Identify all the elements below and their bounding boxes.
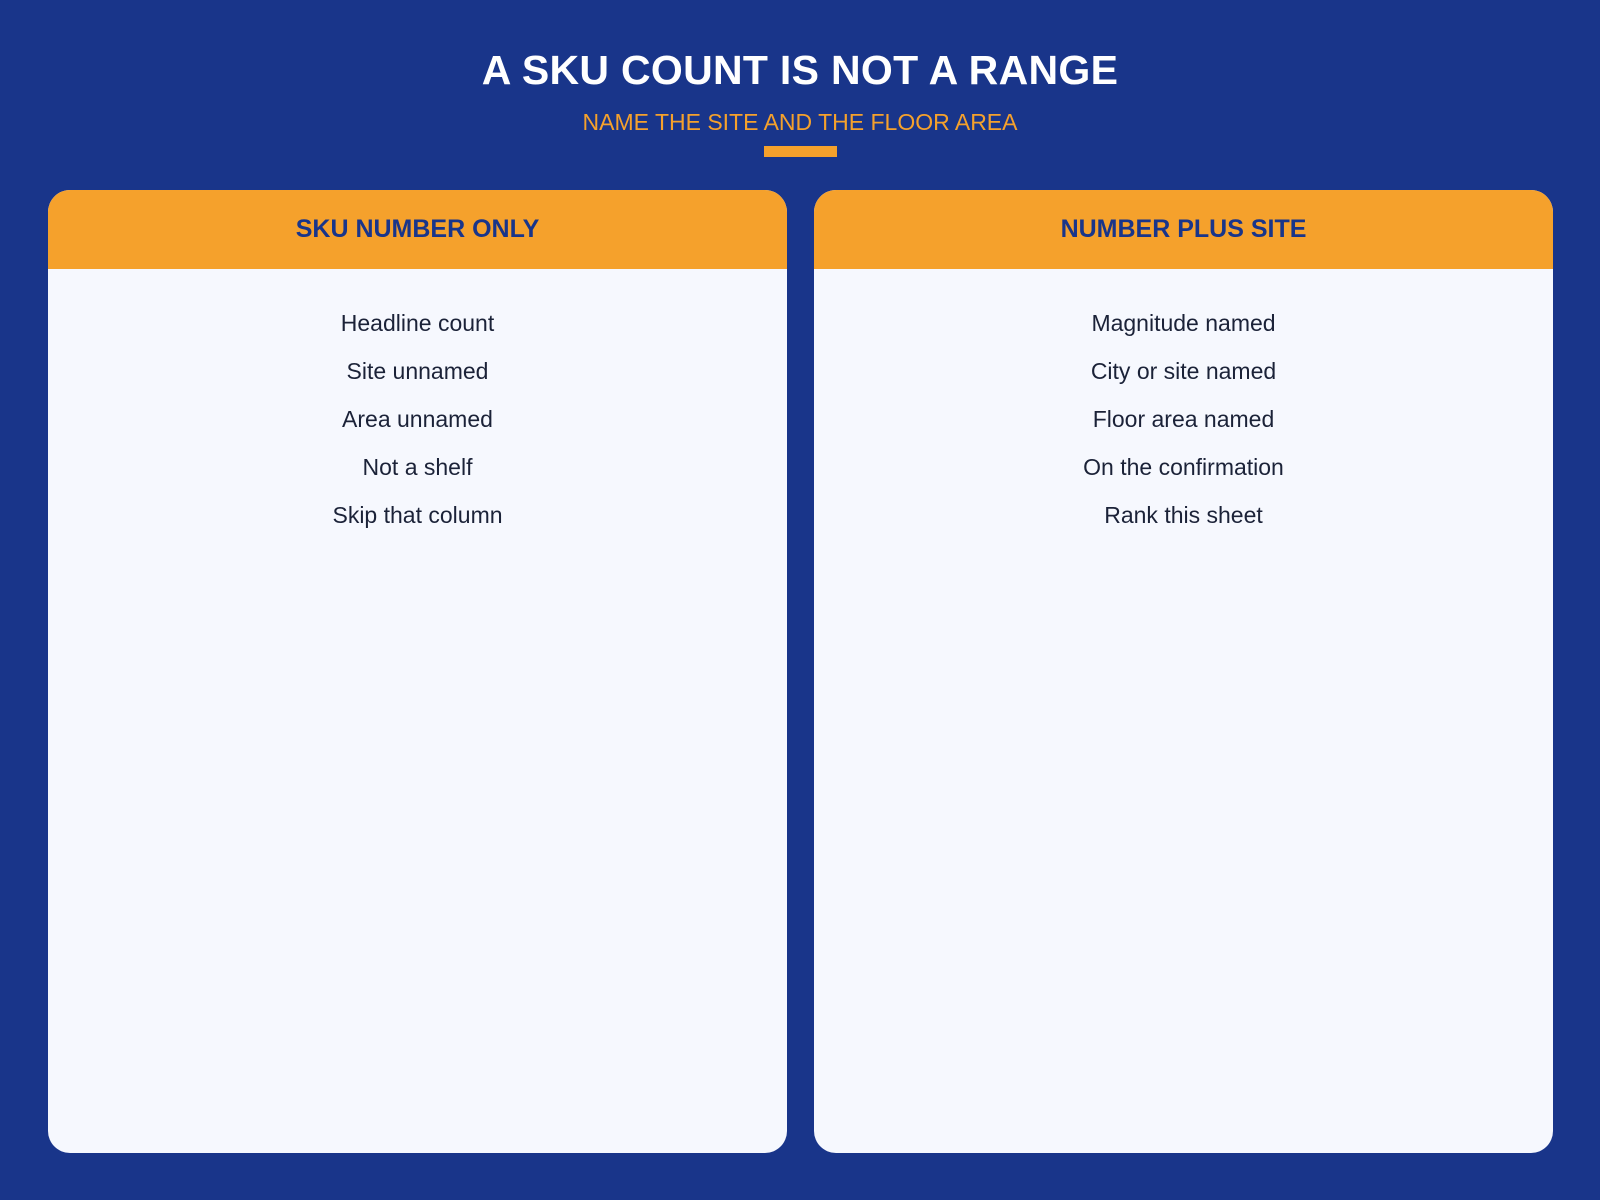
- panel-heading: NUMBER PLUS SITE: [814, 190, 1553, 269]
- list-item: On the confirmation: [1083, 454, 1284, 480]
- list-item: Headline count: [340, 310, 495, 336]
- list-item: Floor area named: [1092, 406, 1275, 432]
- list-item: City or site named: [1090, 358, 1277, 384]
- list-item: Rank this sheet: [1104, 502, 1263, 528]
- list-item: Not a shelf: [362, 454, 473, 480]
- panel-sku-number-only: [48, 190, 787, 1153]
- page-subtitle: NAME THE SITE AND THE FLOOR AREA: [582, 109, 1018, 135]
- panel-heading: SKU NUMBER ONLY: [48, 190, 787, 269]
- list-item: Skip that column: [332, 502, 503, 528]
- list-item: Magnitude named: [1091, 310, 1276, 336]
- list-item: Area unnamed: [342, 406, 493, 432]
- panel-item-list: [48, 269, 787, 539]
- list-item: Site unnamed: [346, 358, 489, 384]
- accent-divider: [764, 146, 837, 157]
- panel-number-plus-site: [814, 190, 1553, 1153]
- panel-item-list: [814, 269, 1553, 539]
- page-title: A SKU COUNT IS NOT A RANGE: [481, 47, 1119, 93]
